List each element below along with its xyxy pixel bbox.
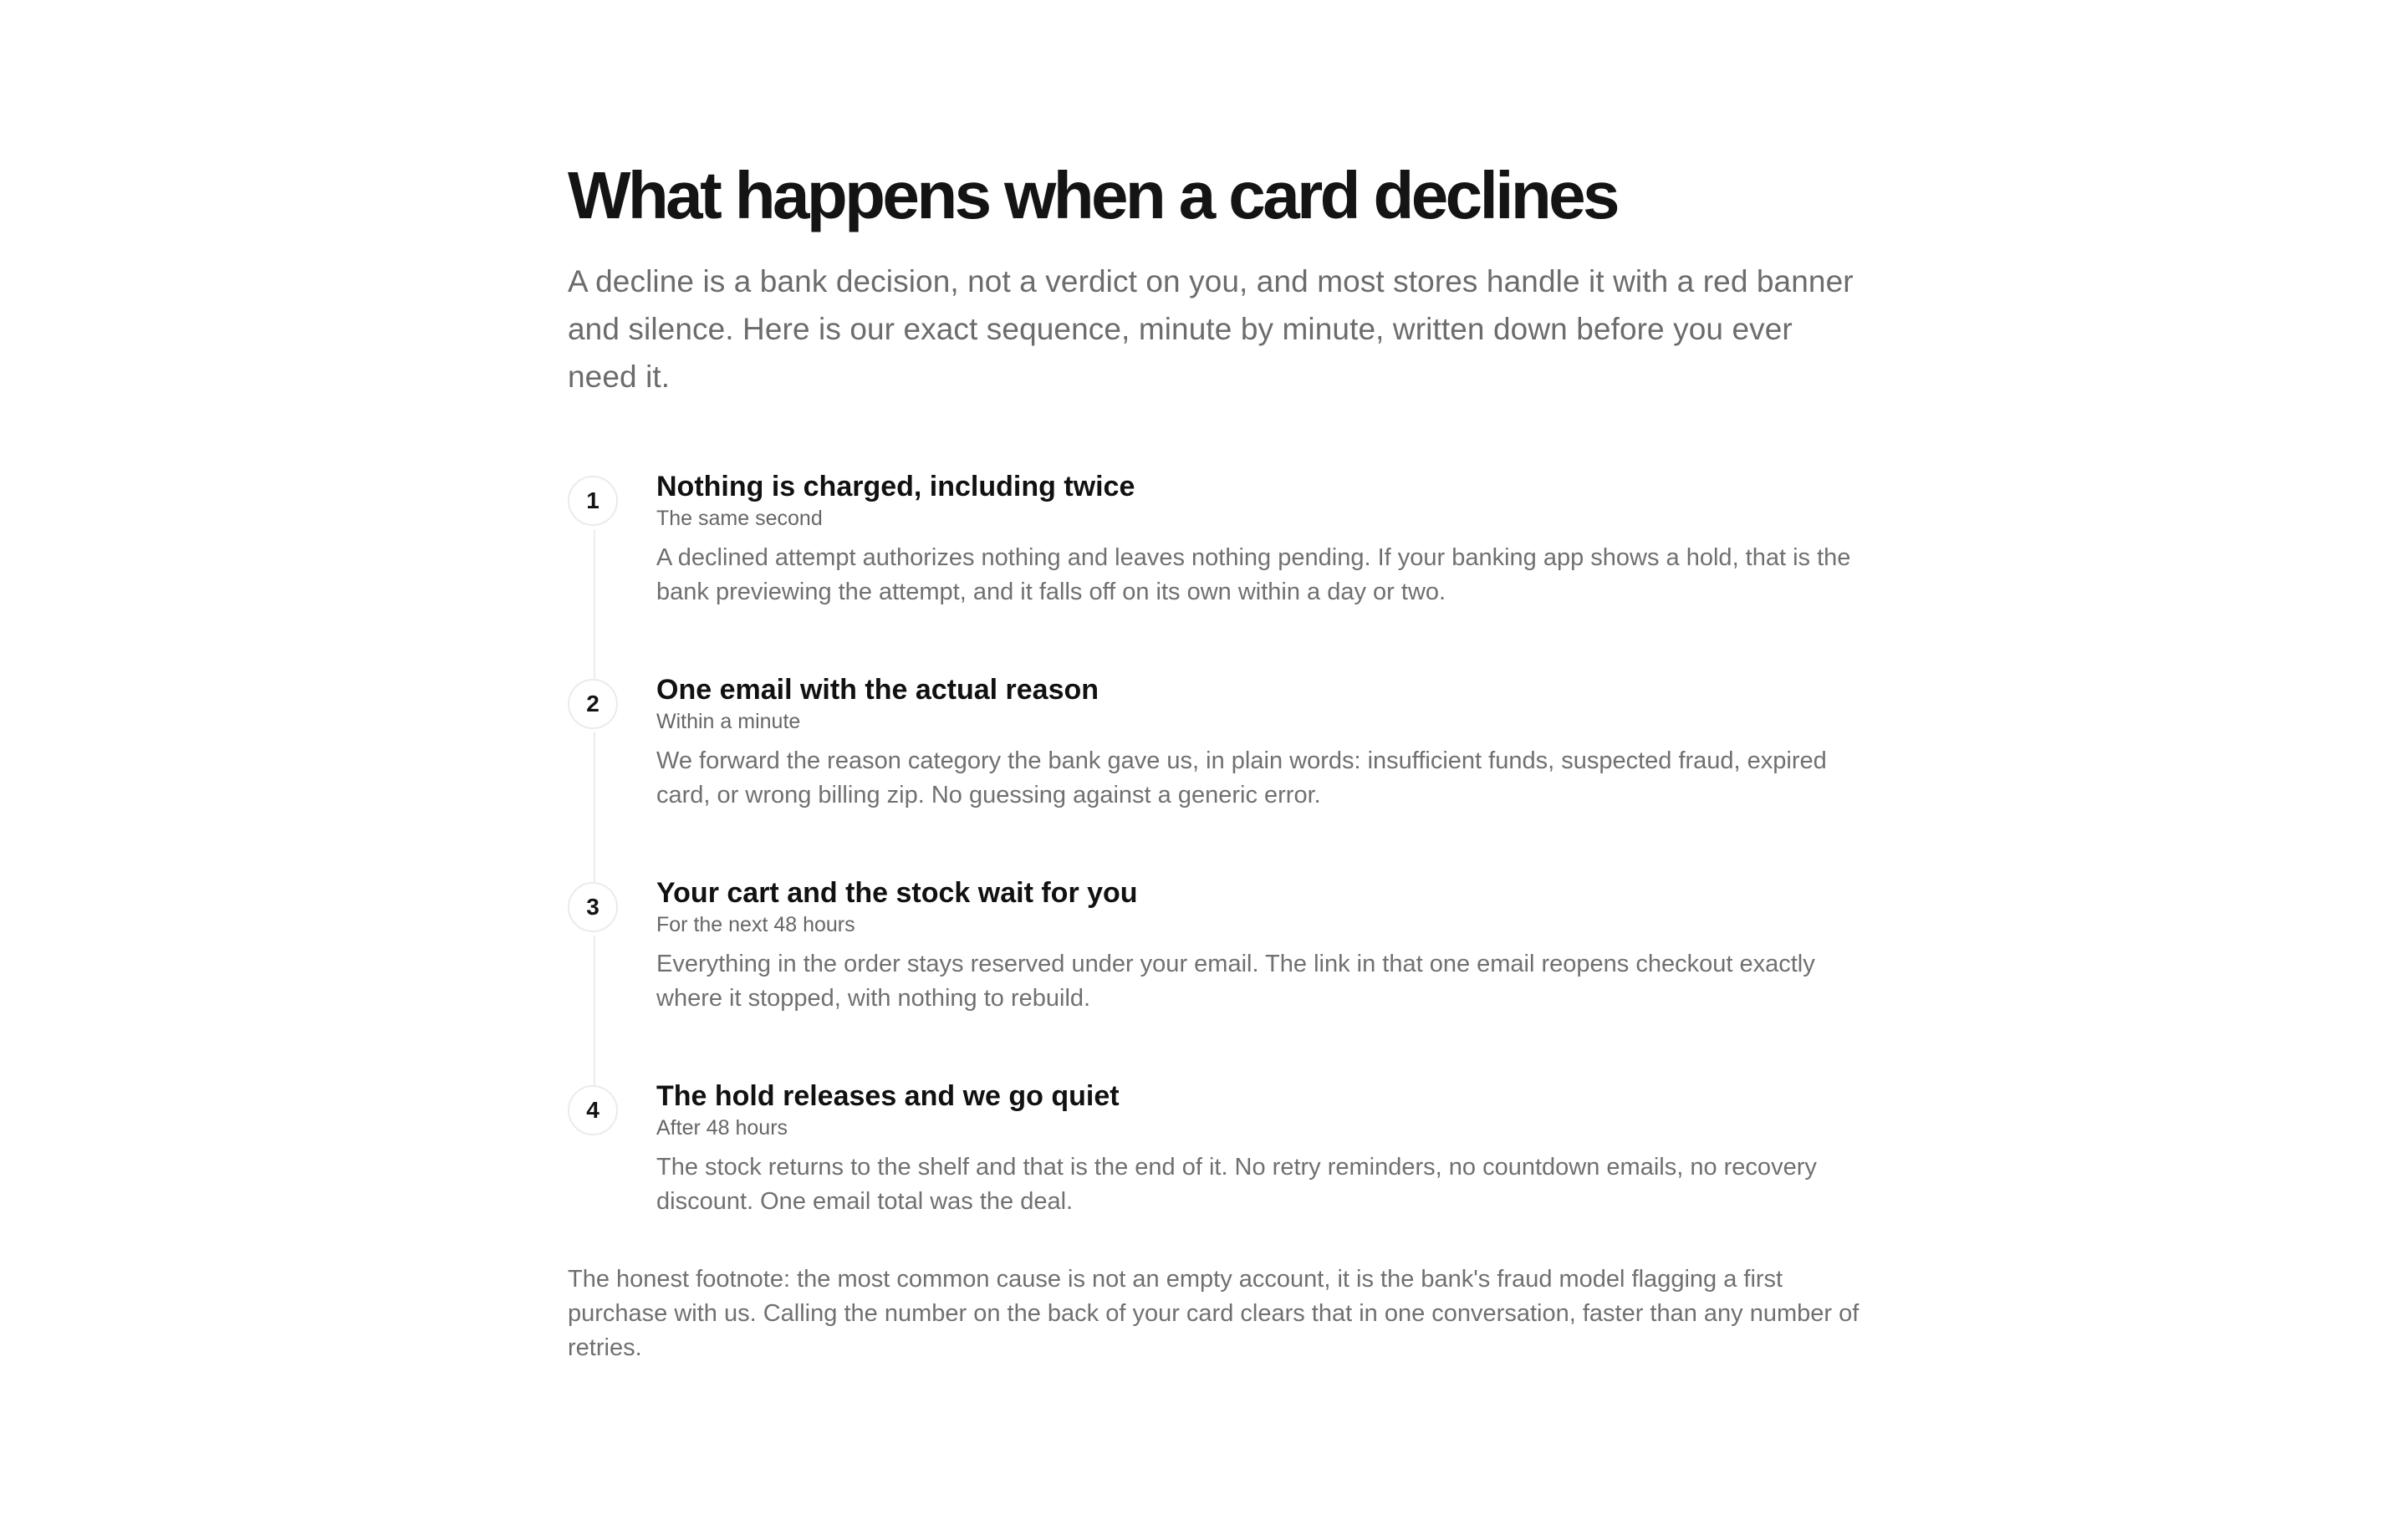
step-description: Everything in the order stays reserved under your email. The link in that one email reopens checkout exactly where it stopped, with nothing to rebuild. <box>656 951 1815 1012</box>
step-number-badge: 2 <box>568 679 618 729</box>
article <box>568 156 1872 1365</box>
timeline-step-3 <box>568 877 1872 1085</box>
intro-paragraph: A decline is a bank decision, not a verdict on you, and most stores handle it with a red banner and silence. Here is our exact sequence, minute by minute, written down before you ever need it. <box>568 264 1854 394</box>
step-timing: After 48 hours <box>656 1116 788 1140</box>
timeline-connector <box>594 936 595 1085</box>
step-number-badge: 4 <box>568 1085 618 1135</box>
timeline-connector <box>594 529 595 679</box>
step-timing: The same second <box>656 507 823 530</box>
page-title: What happens when a card declines <box>568 158 1617 232</box>
step-description: The stock returns to the shelf and that is the end of it. No retry reminders, no countdown emails, no recovery discount. One email total was the deal. <box>656 1154 1817 1215</box>
timeline-step-1 <box>568 471 1872 679</box>
step-title: The hold releases and we go quiet <box>656 1080 1120 1112</box>
step-timing: For the next 48 hours <box>656 913 855 936</box>
timeline-step-4 <box>568 1080 1872 1249</box>
timeline-connector <box>594 732 595 882</box>
step-title: Your cart and the stock wait for you <box>656 877 1138 909</box>
step-number-badge: 1 <box>568 476 618 526</box>
timeline-step-2 <box>568 674 1872 882</box>
step-description: A declined attempt authorizes nothing and leaves nothing pending. If your banking app shows a hold, that is the bank previewing the attempt, and it falls off on its own within a day or two. <box>656 544 1851 605</box>
step-title: Nothing is charged, including twice <box>656 471 1135 502</box>
step-description: We forward the reason category the bank gave us, in plain words: insufficient funds, suspected fraud, expired card, or wrong billing zip. No guessing against a generic error. <box>656 747 1827 808</box>
step-number-badge: 3 <box>568 882 618 932</box>
step-timing: Within a minute <box>656 710 801 733</box>
timeline <box>568 471 1872 1249</box>
step-title: One email with the actual reason <box>656 674 1099 706</box>
footnote: The honest footnote: the most common cause is not an empty account, it is the bank's fraud model flagging a first purchase with us. Calling the number on the back of your card clears that in one conversation, faster than any number of retries. <box>568 1266 1860 1361</box>
